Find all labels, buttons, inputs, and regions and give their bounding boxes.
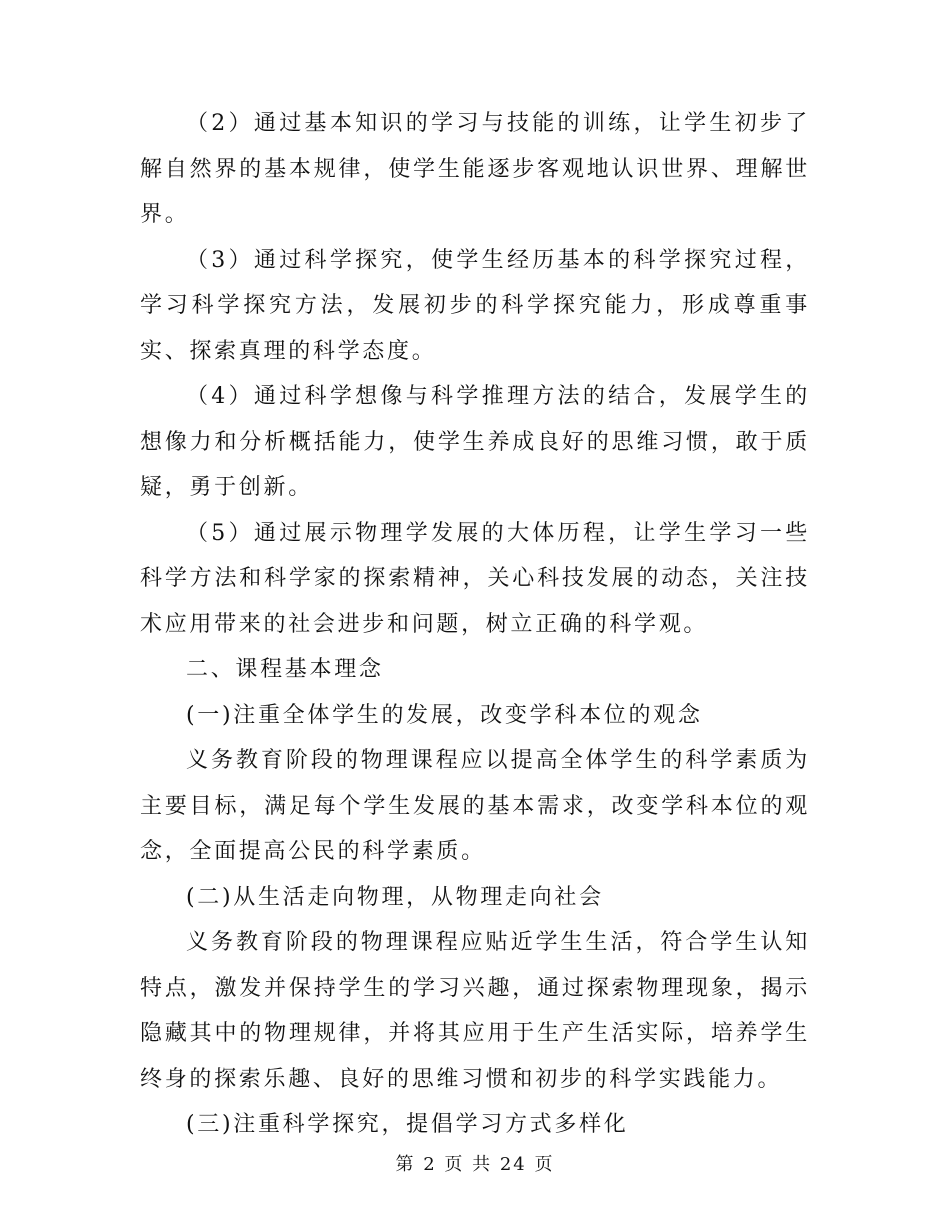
paragraph-objective-2: （2）通过基本知识的学习与技能的训练，让学生初步了解自然界的基本规律，使学生能逐步客观地认识世界、理解世界。: [140, 111, 810, 227]
paragraph-objective-4: （4）通过科学想像与科学推理方法的结合，发展学生的想像力和分析概括能力，使学生养成良好的思维习惯，敢于质疑，勇于创新。: [140, 384, 810, 500]
document-body: [140, 101, 810, 1148]
page-footer: [0, 1150, 950, 1176]
paragraph-concept-1: 义务教育阶段的物理课程应以提高全体学生的科学素质为主要目标，满足每个学生发展的基本需求，改变学科本位的观念，全面提高公民的科学素质。: [140, 748, 810, 864]
subheading-concept-3: (三)注重科学探究，提倡学习方式多样化: [186, 1112, 629, 1137]
page-number-label: 第 2 页 共 24 页: [395, 1154, 555, 1175]
subheading-concept-1: (一)注重全体学生的发展，改变学科本位的观念: [186, 702, 703, 728]
subheading-concept-2: (二)从生活走向物理，从物理走向社会: [186, 884, 604, 910]
paragraph-objective-3: （3）通过科学探究，使学生经历基本的科学探究过程，学习科学探究方法，发展初步的科学探究能力，形成尊重事实、探索真理的科学态度。: [140, 247, 810, 364]
paragraph-concept-2: 义务教育阶段的物理课程应贴近学生生活，符合学生认知特点，激发并保持学生的学习兴趣，通过探索物理现象，揭示隐藏其中的物理规律，并将其应用于生产生活实际，培养学生终身的探索乐趣、良好的思维习惯和初步的科学实践能力。: [140, 930, 810, 1092]
section-heading-course-concepts: 二、课程基本理念: [186, 657, 384, 682]
paragraph-objective-5: （5）通过展示物理学发展的大体历程，让学生学习一些科学方法和科学家的探索精神，关心科技发展的动态，关注技术应用带来的社会进步和问题，树立正确的科学观。: [140, 520, 810, 637]
